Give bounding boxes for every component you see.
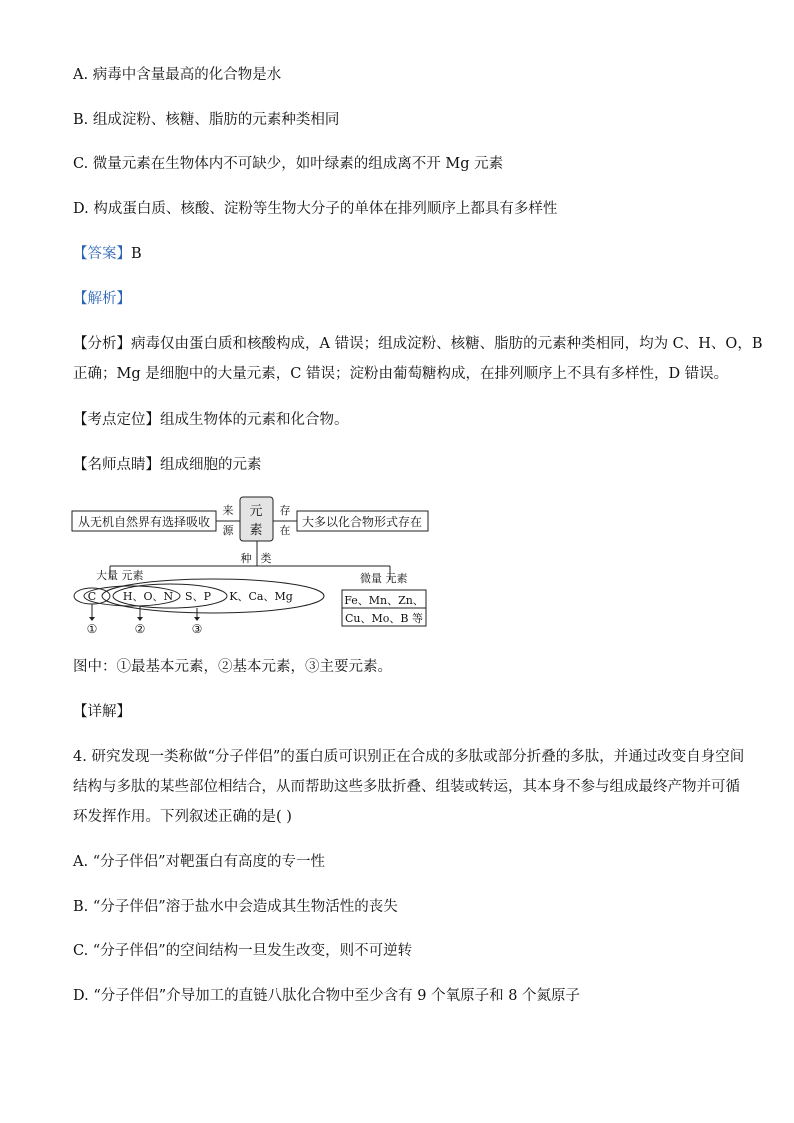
answer-label: 【答案】 [73,246,131,262]
q4-option-a: A. “分子伴侣”对靶蛋白有高度的专一性 [73,854,326,870]
element-diagram [70,494,432,634]
analysis-line-1 [73,334,762,354]
micro-row-2: Cu、Mo、B 等 [345,612,423,625]
element-hon: H、O、N [122,590,174,603]
teacher-note-label: 【名师点睛】 [73,457,160,473]
source-char-1: 来 [222,504,234,517]
figure-note: 图中：①最基本元素，②基本元素，③主要元素。 [73,659,392,675]
answer-line [73,244,142,264]
option-a: A. 病毒中含量最高的化合物是水 [73,67,282,83]
element-c: C [87,590,97,603]
right-box-text: 大多以化合物形式存在 [301,515,423,529]
element-sp: S、P [185,590,211,603]
analysis-header-label: 【解析】 [73,291,131,307]
left-box-text: 从无机自然界有选择吸收 [77,515,211,529]
element-kcamg: K、Ca、Mg [229,590,293,603]
macro-label: 大量 元素 [96,569,144,582]
marker-3: ③ [191,622,203,634]
analysis-text-1: 病毒仅由蛋白质和核酸构成，A 错误；组成淀粉、核糖、脂肪的元素种类相同，均为 C、H、O，B [131,336,763,352]
q4-option-c: C. “分子伴侣”的空间结构一旦发生改变，则不可逆转 [73,943,413,959]
test-point-text: 组成生物体的元素和化合物。 [160,412,349,428]
q4-option-b: B. “分子伴侣”溶于盐水中会造成其生物活性的丧失 [73,899,398,915]
center-char-2: 素 [249,523,263,538]
teacher-note-line [73,455,262,475]
answer-value: B [131,246,142,262]
q4-line-2: 结构与多肽的某些部位相结合，从而帮助这些多肽折叠、组装或转运，其本身不参与组成最终产物并可循 [73,779,740,795]
center-char-1: 元 [249,504,263,519]
kind-char-2: 类 [260,552,272,565]
micro-label: 微量 元素 [360,572,408,585]
analysis-header [73,289,131,309]
source-char-2: 源 [222,524,234,537]
test-point-label: 【考点定位】 [73,412,160,428]
option-c: C. 微量元素在生物体内不可缺少，如叶绿素的组成离不开 Mg 元素 [73,156,504,172]
q4-line-1: 4. 研究发现一类称做“分子伴侣”的蛋白质可识别正在合成的多肽或部分折叠的多肽，并通过改变自身空间 [73,749,745,765]
detail-header [73,702,131,722]
analysis-line-2: 正确；Mg 是细胞中的大量元素，C 错误；淀粉由葡萄糖构成，在排列顺序上不具有多样性，D 错误。 [73,366,729,382]
detail-header-label: 【详解】 [73,704,131,720]
exist-char-2: 在 [279,524,291,537]
q4-line-3: 环发挥作用。下列叙述正确的是( ) [73,809,292,825]
exist-char-1: 存 [279,504,291,517]
kind-char-1: 种 [240,552,252,565]
marker-2: ② [134,622,146,634]
option-d: D. 构成蛋白质、核酸、淀粉等生物大分子的单体在排列顺序上都具有多样性 [73,201,558,217]
marker-1: ① [86,622,98,634]
analysis-label: 【分析】 [73,336,131,352]
micro-row-1: Fe、Mn、Zn、 [344,594,424,607]
q4-option-d: D. “分子伴侣”介导加工的直链八肽化合物中至少含有 9 个氧原子和 8 个氮原子 [73,988,581,1004]
teacher-note-text: 组成细胞的元素 [160,457,262,473]
test-point-line [73,410,349,430]
option-b: B. 组成淀粉、核糖、脂肪的元素种类相同 [73,112,340,128]
